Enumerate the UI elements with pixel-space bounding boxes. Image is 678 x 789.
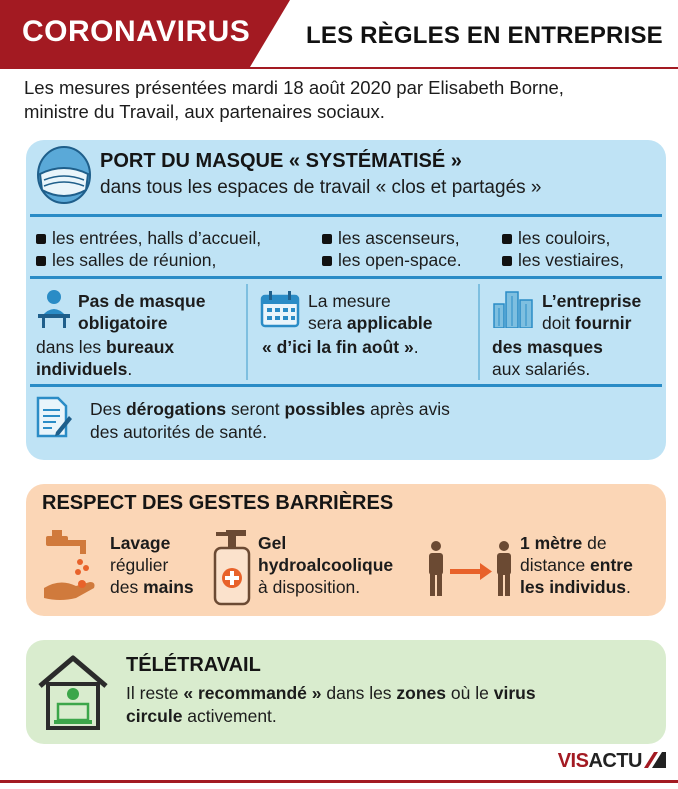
mask-subtitle: dans tous les espaces de travail « clos et partagés »	[100, 177, 542, 198]
document-pen-icon	[36, 396, 72, 438]
mask-divider-bottom	[30, 384, 662, 387]
header-tag: CORONAVIRUS	[22, 15, 251, 48]
handwash-icon	[40, 528, 104, 604]
gel-line2: hydroalcoolique	[258, 555, 394, 575]
intro-line-1: Les mesures présentées mardi 18 août 2020 par Elisabeth Borne,	[24, 77, 564, 98]
derogation-line2: des autorités de santé.	[90, 422, 268, 442]
distance-line3: les individus.	[520, 577, 631, 597]
bullet-icon	[502, 234, 512, 244]
col-divider	[478, 284, 480, 380]
col1-line4: individuels.	[36, 359, 133, 379]
gel-line1: Gel	[258, 533, 287, 553]
footer-divider	[0, 780, 678, 783]
telework-line2: circule activement.	[126, 706, 277, 726]
derogation-line1: Des dérogations seront possibles après avis	[90, 399, 450, 419]
telework-title: TÉLÉTRAVAIL	[126, 654, 261, 676]
mask-bullet-item: les ascenseurs,	[322, 228, 460, 249]
handwash-line2: régulier	[110, 555, 169, 575]
col3-line4: aux salariés.	[492, 359, 591, 379]
mask-bullet-item: les couloirs,	[502, 228, 610, 249]
col3-line2: doit fournir	[542, 313, 632, 333]
mask-bullet-item: les open-space.	[322, 250, 462, 271]
col1-line2: obligatoire	[78, 313, 168, 333]
visactu-logo: VISACTU	[558, 750, 666, 773]
col2-line1: La mesure	[308, 291, 391, 311]
buildings-icon	[492, 290, 534, 328]
bullet-icon	[322, 256, 332, 266]
barrier-title: RESPECT DES GESTES BARRIÈRES	[42, 492, 394, 514]
telework-line1: Il reste « recommandé » dans les zones où le virus	[126, 683, 536, 703]
header-divider	[0, 67, 678, 69]
barrier-gestures-panel	[26, 484, 666, 616]
calendar-icon	[260, 290, 300, 328]
col-divider	[246, 284, 248, 380]
desk-worker-icon	[36, 288, 72, 328]
mask-bullet-item: les vestiaires,	[502, 250, 624, 271]
header-title: LES RÈGLES EN ENTREPRISE	[306, 22, 663, 49]
home-computer-icon	[36, 654, 110, 730]
distance-people-icon	[424, 540, 516, 598]
mask-icon	[34, 144, 94, 206]
logo-mark-icon	[644, 752, 666, 768]
header	[0, 0, 678, 68]
distance-line1: 1 mètre de	[520, 533, 607, 553]
handwash-line1: Lavage	[110, 533, 171, 553]
gel-bottle-icon	[212, 526, 252, 606]
mask-divider-mid	[30, 276, 662, 279]
col2-line3: « d’ici la fin août ».	[262, 337, 419, 357]
bullet-icon	[36, 256, 46, 266]
bullet-icon	[502, 256, 512, 266]
col1-line3: dans les bureaux	[36, 337, 175, 357]
col1-line1: Pas de masque	[78, 291, 206, 311]
intro-line-2: ministre du Travail, aux partenaires sociaux.	[24, 101, 385, 122]
mask-bullet-item: les salles de réunion,	[36, 250, 216, 271]
col3-line3: des masques	[492, 337, 603, 357]
mask-panel	[26, 140, 666, 460]
handwash-line3: des mains	[110, 577, 194, 597]
mask-divider-top	[30, 214, 662, 217]
col3-line1: L’entreprise	[542, 291, 642, 311]
mask-title: PORT DU MASQUE « SYSTÉMATISÉ »	[100, 150, 462, 172]
mask-bullet-item: les entrées, halls d’accueil,	[36, 228, 261, 249]
gel-line3: à disposition.	[258, 577, 361, 597]
bullet-icon	[36, 234, 46, 244]
intro-text	[24, 76, 664, 124]
col2-line2: sera applicable	[308, 313, 433, 333]
telework-panel	[26, 640, 666, 744]
bullet-icon	[322, 234, 332, 244]
distance-line2: distance entre	[520, 555, 633, 575]
